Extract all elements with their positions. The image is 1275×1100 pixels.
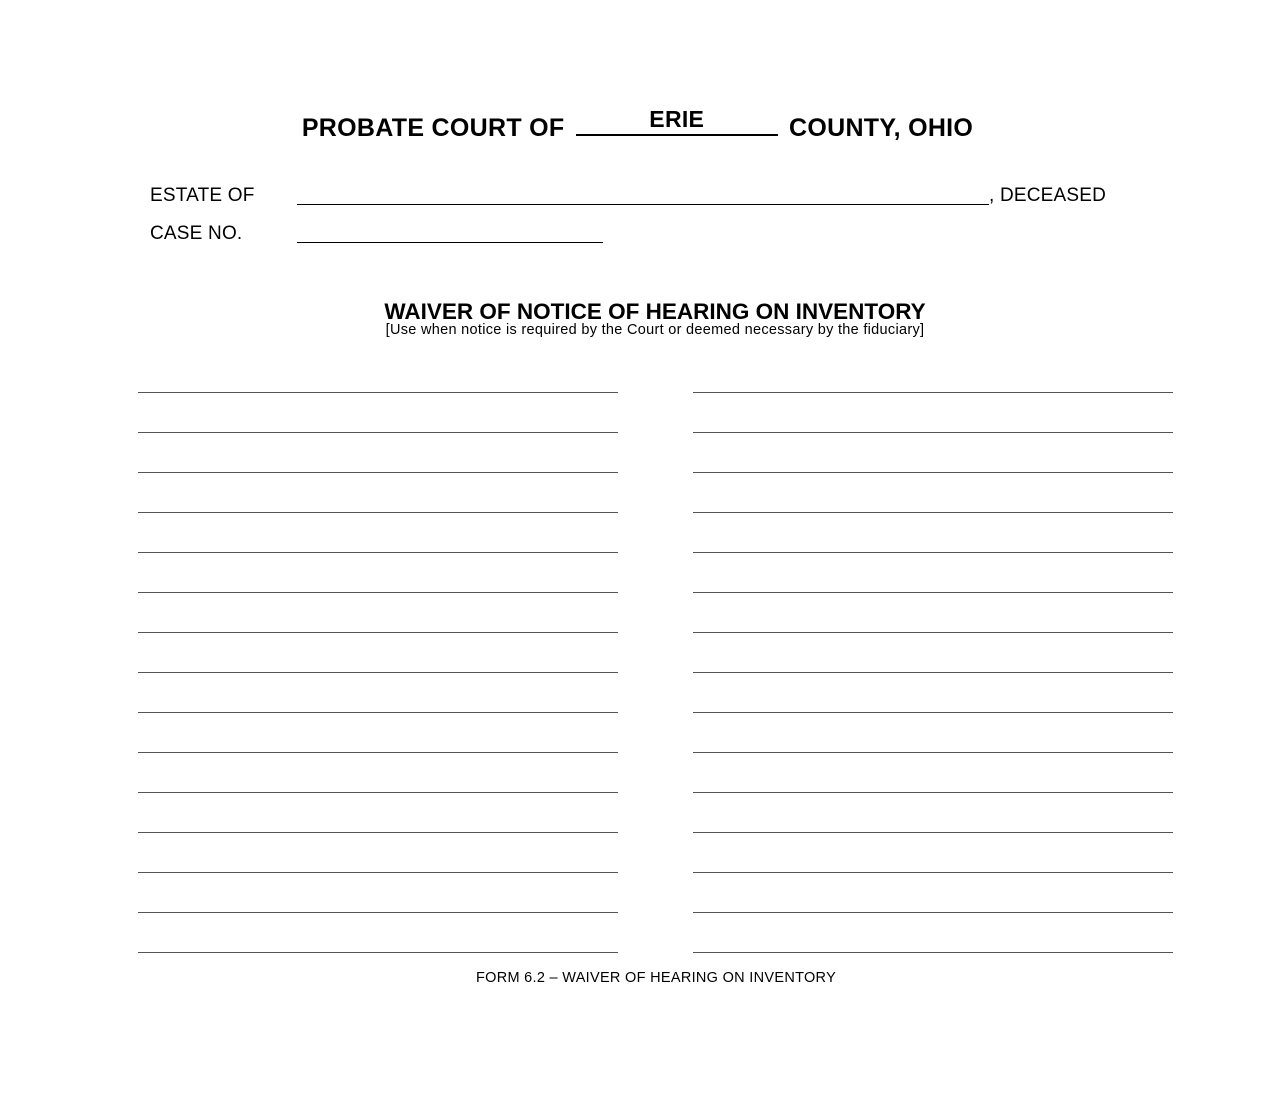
signature-line[interactable] xyxy=(138,432,618,433)
title-prefix: PROBATE COURT OF xyxy=(301,114,565,142)
signature-line[interactable] xyxy=(693,672,1173,673)
signature-line[interactable] xyxy=(138,952,618,953)
signature-line[interactable] xyxy=(693,952,1173,953)
signature-line[interactable] xyxy=(138,872,618,873)
signature-line[interactable] xyxy=(138,632,618,633)
signature-line[interactable] xyxy=(138,712,618,713)
signature-line[interactable] xyxy=(693,432,1173,433)
signature-line[interactable] xyxy=(138,552,618,553)
deceased-label: , DECEASED xyxy=(989,185,1107,206)
signature-line[interactable] xyxy=(138,832,618,833)
signature-line[interactable] xyxy=(693,552,1173,553)
county-field[interactable] xyxy=(576,106,778,136)
signature-line[interactable] xyxy=(693,592,1173,593)
signature-line[interactable] xyxy=(693,872,1173,873)
title-suffix: COUNTY, OHIO xyxy=(789,114,974,142)
court-title xyxy=(0,106,1275,143)
county-value: ERIE xyxy=(649,106,705,132)
signature-line[interactable] xyxy=(138,672,618,673)
signature-line[interactable] xyxy=(693,792,1173,793)
signature-line[interactable] xyxy=(693,632,1173,633)
signature-line[interactable] xyxy=(138,912,618,913)
signature-line[interactable] xyxy=(138,592,618,593)
form-footer: FORM 6.2 – WAIVER OF HEARING ON INVENTORY xyxy=(475,970,837,986)
signature-line[interactable] xyxy=(138,792,618,793)
signature-line[interactable] xyxy=(138,392,618,393)
signature-line[interactable] xyxy=(693,392,1173,393)
signature-line[interactable] xyxy=(693,832,1173,833)
signature-line[interactable] xyxy=(693,712,1173,713)
signature-line[interactable] xyxy=(693,912,1173,913)
signature-line[interactable] xyxy=(138,752,618,753)
estate-name-field[interactable] xyxy=(297,185,989,205)
signature-line[interactable] xyxy=(138,472,618,473)
signature-line[interactable] xyxy=(693,472,1173,473)
signature-line[interactable] xyxy=(138,512,618,513)
estate-label: ESTATE OF xyxy=(150,185,255,206)
signature-line[interactable] xyxy=(693,752,1173,753)
form-subheading: [Use when notice is required by the Court or deemed necessary by the fiduciary] xyxy=(385,322,925,338)
form-heading: WAIVER OF NOTICE OF HEARING ON INVENTORY xyxy=(384,299,926,324)
signature-line[interactable] xyxy=(693,512,1173,513)
case-number-label: CASE NO. xyxy=(150,223,243,244)
case-number-field[interactable] xyxy=(297,223,603,243)
